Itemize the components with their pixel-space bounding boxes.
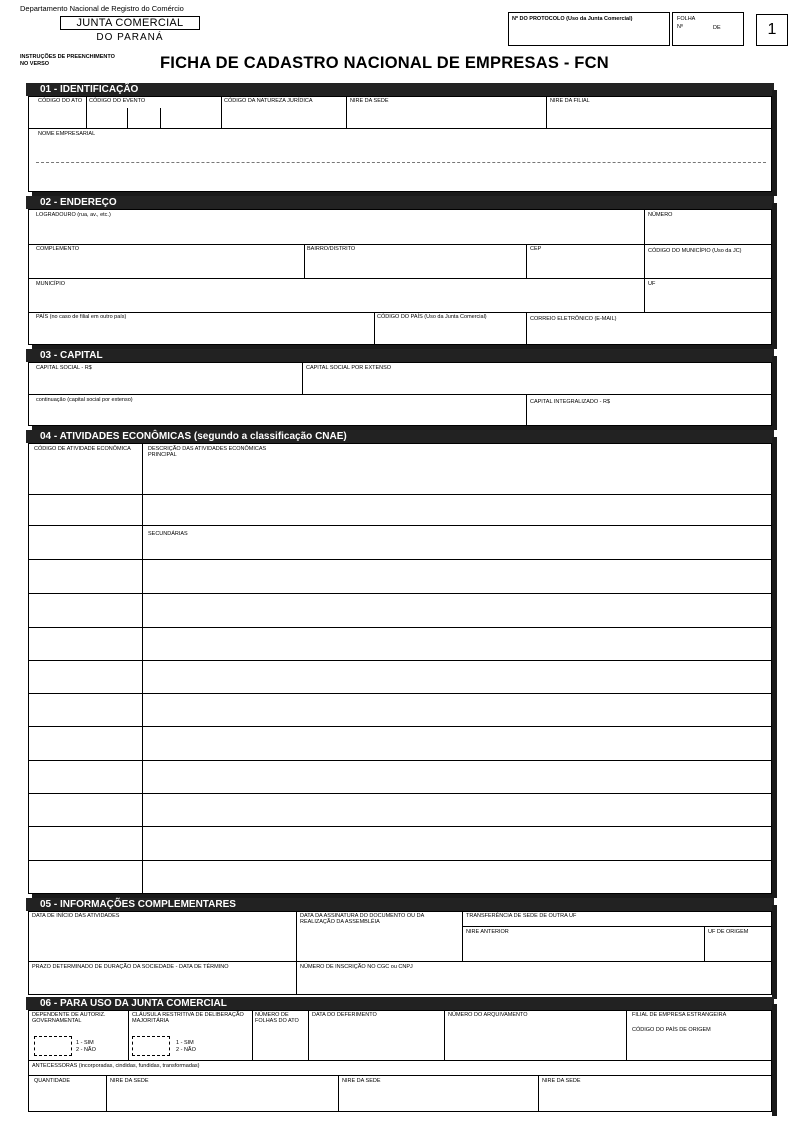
folha-label: FOLHA (677, 16, 696, 22)
data-assinatura-label: DATA DA ASSINATURA DO DOCUMENTO OU DA REALIZAÇÃO DA ASSEMBLÉIA (300, 913, 424, 925)
municipio-label: MUNICÍPIO (36, 281, 66, 287)
section-03-title: 03 - CAPITAL (26, 349, 774, 362)
clausula-checkbox[interactable] (132, 1036, 170, 1056)
antecessoras-label: ANTECESSORAS (incorporadas, cindidas, fundidas, transformadas) (32, 1063, 200, 1069)
antecessora-nire-2-label: NIRE DA SEDE (342, 1078, 381, 1084)
natureza-label: CÓDIGO DA NATUREZA JURÍDICA (224, 98, 313, 104)
dependente-sim-label: 1 - SIM (76, 1040, 94, 1046)
clausula-nao-label: 2 - NÃO (176, 1047, 196, 1053)
bairro-label: BAIRRO/DISTRITO (307, 246, 356, 252)
complemento-label: COMPLEMENTO (36, 246, 79, 252)
dependente-checkbox[interactable] (34, 1036, 72, 1056)
dependente-label: DEPENDENTE DE AUTORIZ. GOVERNAMENTAL (32, 1012, 106, 1024)
inscricao-label: NÚMERO DE INSCRIÇÃO NO CGC ou CNPJ (300, 964, 413, 970)
codigo-evento-label: CÓDIGO DO EVENTO (89, 98, 146, 104)
nire-filial-label: NIRE DA FILIAL (550, 98, 590, 104)
page-number-box (756, 14, 788, 46)
folha-de-label: DE (713, 25, 721, 31)
page-number: 1 (767, 21, 777, 38)
capital-extenso-label: CAPITAL SOCIAL POR EXTENSO (306, 365, 392, 371)
logradouro-label: LOGRADOURO (rua, av., etc.) (36, 212, 111, 218)
section-05-title: 05 - INFORMAÇÕES COMPLEMENTARES (26, 898, 774, 911)
descricao-atividades-label: DESCRIÇÃO DAS ATIVIDADES ECONÔMICAS (148, 446, 267, 452)
section-06-body (28, 1010, 772, 1112)
capital-integralizado-label: CAPITAL INTEGRALIZADO - R$ (530, 399, 611, 405)
form-title: FICHA DE CADASTRO NACIONAL DE EMPRESAS - FCN (160, 54, 609, 72)
section-06-title: 06 - PARA USO DA JUNTA COMERCIAL (26, 997, 774, 1010)
cod-pais-label: CÓDIGO DO PAÍS (Uso da Junta Comercial) (377, 314, 487, 320)
section-02-title: 02 - ENDEREÇO (26, 196, 774, 209)
logo (60, 16, 200, 46)
arquivamento-label: NÚMERO DO ARQUIVAMENTO (448, 1012, 528, 1018)
pais-label: PAÍS (no caso de filial em outro país) (36, 314, 127, 320)
dependente-nao-label: 2 - NÃO (76, 1047, 96, 1053)
instructions-note: INSTRUÇÕES DE PREENCHIMENTO NO VERSO (20, 54, 115, 67)
clausula-sim-label: 1 - SIM (176, 1040, 194, 1046)
section-02-body (28, 209, 772, 345)
data-inicio-label: DATA DE INÍCIO DAS ATIVIDADES (32, 913, 120, 919)
codigo-atividade-label: CÓDIGO DE ATIVIDADE ECONÔMICA (34, 446, 131, 452)
cod-pais-origem-label: CÓDIGO DO PAÍS DE ORIGEM (632, 1027, 711, 1033)
numero-label: NÚMERO (648, 212, 673, 218)
section-04-title: 04 - ATIVIDADES ECONÔMICAS (segundo a classificação CNAE) (26, 430, 774, 443)
continuacao-label: continuação (capital social por extenso) (36, 397, 133, 403)
prazo-label: PRAZO DETERMINADO DE DURAÇÃO DA SOCIEDADE - DATA DE TÉRMINO (32, 964, 229, 970)
secundarias-label: SECUNDÁRIAS (148, 531, 188, 537)
section-01-body (28, 96, 772, 192)
deferimento-label: DATA DO DEFERIMENTO (312, 1012, 377, 1018)
antecessora-nire-1-label: NIRE DA SEDE (110, 1078, 149, 1084)
protocol-box[interactable] (508, 12, 670, 46)
nire-sede-label: NIRE DA SEDE (350, 98, 389, 104)
uf-origem-label: UF DE ORIGEM (708, 929, 749, 935)
codigo-ato-label: CÓDIGO DO ATO (38, 98, 83, 104)
antecessora-nire-3-label: NIRE DA SEDE (542, 1078, 581, 1084)
logo-line1: JUNTA COMERCIAL (60, 16, 200, 30)
uf-label: UF (648, 281, 656, 287)
email-label: CORREIO ELETRÔNICO (E-MAIL) (530, 316, 617, 322)
capital-social-label: CAPITAL SOCIAL - R$ (36, 365, 92, 371)
nome-empresarial-label: NOME EMPRESARIAL (38, 131, 96, 137)
logo-line2: DO PARANÁ (96, 32, 164, 43)
transferencia-label: TRANSFERÊNCIA DE SEDE DE OUTRA UF (466, 913, 577, 919)
num-folhas-label: NÚMERO DE FOLHAS DO ATO (255, 1012, 299, 1024)
nire-anterior-label: NIRE ANTERIOR (466, 929, 509, 935)
folha-box[interactable] (672, 12, 744, 46)
quantidade-label: QUANTIDADE (34, 1078, 71, 1084)
principal-label: PRINCIPAL (148, 452, 177, 458)
folha-n-label: Nº (677, 24, 683, 30)
dept-name: Departamento Nacional de Registro do Comércio (20, 4, 184, 13)
filial-estrangeira-label: FILIAL DE EMPRESA ESTRANGEIRA (632, 1012, 727, 1018)
cod-municipio-label: CÓDIGO DO MUNICÍPIO (Uso da JC) (648, 248, 742, 254)
clausula-label: CLÁUSULA RESTRITIVA DE DELIBERAÇÃO MAJORITÁRIA (132, 1012, 244, 1024)
protocol-label: Nº DO PROTOCOLO (Uso da Junta Comercial) (512, 16, 633, 22)
cep-label: CEP (530, 246, 542, 252)
section-01-title: 01 - IDENTIFICAÇÃO (26, 83, 774, 96)
